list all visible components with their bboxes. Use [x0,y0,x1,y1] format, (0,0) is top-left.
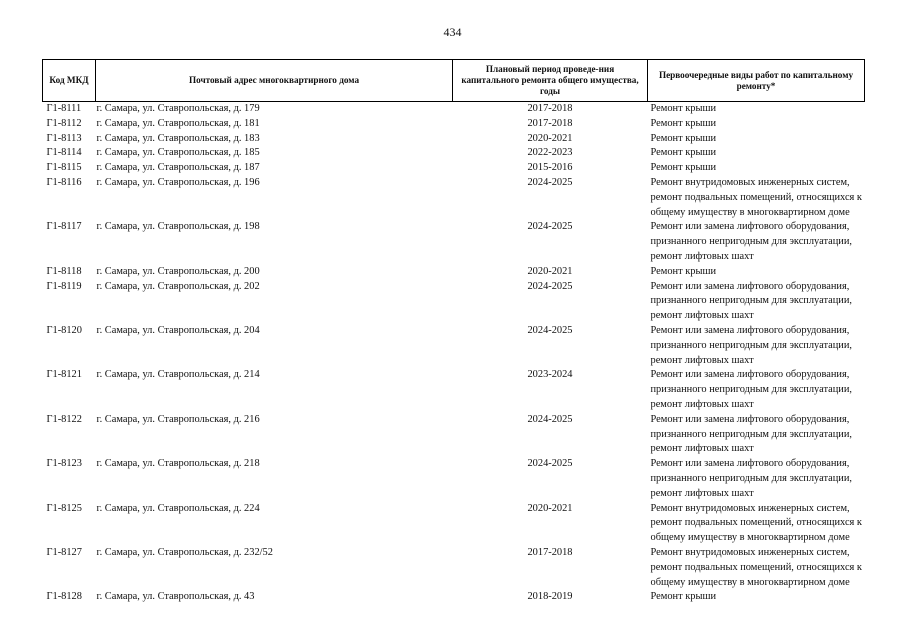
period-cell: 2022-2023 [527,147,573,159]
works-line: Ремонт или замена лифтового оборудования, [650,280,850,292]
address-cell: г. Самара, ул. Ставропольская, д. 196 [96,176,260,188]
works-cell [648,102,865,117]
header-row [43,60,865,102]
works-line: Ремонт крыши [650,132,717,144]
works-line: признанного непригодным для эксплуатации, [650,384,853,396]
works-cell [648,413,865,457]
works-line: ремонт лифтовых шахт [650,354,754,366]
address-cell: г. Самара, ул. Ставропольская, д. 181 [96,117,260,129]
header-code: Код МКД [43,60,96,102]
works-cell [648,220,865,264]
table-row [43,324,865,368]
works-line: ремонт лифтовых шахт [650,310,754,322]
period-cell: 2020-2021 [527,502,573,514]
works-line: общему имуществу в многоквартирном доме [650,532,850,544]
works-line: ремонт подвальных помещений, относящихся к [650,561,862,573]
capital-repair-table [42,59,865,605]
works-line: Ремонт крыши [650,591,717,603]
address-cell: г. Самара, ул. Ставропольская, д. 218 [96,458,260,470]
works-line: признанного непригодным для эксплуатации, [650,428,853,440]
works-cell [648,265,865,280]
mkd-code-cell: Г1-8120 [46,324,82,336]
works-line: общему имуществу в многоквартирном доме [650,206,850,218]
mkd-code-cell: Г1-8117 [46,221,82,233]
mkd-code-cell: Г1-8112 [46,117,82,129]
address-cell: г. Самара, ул. Ставропольская, д. 198 [96,221,260,233]
works-cell [648,457,865,501]
period-cell: 2024-2025 [527,176,573,188]
works-line: признанного непригодным для эксплуатации, [650,236,853,248]
works-line: Ремонт внутридомовых инженерных систем, [650,176,850,188]
works-line: Ремонт крыши [650,265,717,277]
header-works: Первоочередные виды работ по капитальному ремонту* [648,60,865,102]
period-cell: 2017-2018 [527,117,573,129]
works-line: Ремонт внутридомовых инженерных систем, [650,546,850,558]
works-line: Ремонт или замена лифтового оборудования, [650,458,850,470]
works-line: ремонт лифтовых шахт [650,443,754,455]
address-cell: г. Самара, ул. Ставропольская, д. 43 [96,591,255,603]
table-header [43,60,865,102]
address-cell: г. Самара, ул. Ставропольская, д. 187 [96,162,260,174]
works-line: Ремонт крыши [650,147,717,159]
table-row [43,102,865,117]
mkd-code-cell: Г1-8115 [46,162,82,174]
period-cell: 2017-2018 [527,103,573,114]
works-cell [648,280,865,324]
works-cell [648,176,865,220]
table-row [43,413,865,457]
table-row [43,368,865,412]
period-cell: 2023-2024 [527,369,573,381]
mkd-code-cell: Г1-8119 [46,280,82,292]
works-cell [648,546,865,590]
works-cell [648,502,865,546]
period-cell: 2020-2021 [527,265,573,277]
works-line: Ремонт крыши [650,162,717,174]
works-cell [648,132,865,147]
mkd-code-cell: Г1-8118 [46,265,82,277]
works-line: Ремонт крыши [650,103,717,114]
table-row [43,146,865,161]
table-row [43,117,865,132]
mkd-code-cell: Г1-8123 [46,458,82,470]
period-cell: 2017-2018 [527,546,573,558]
mkd-code-cell: Г1-8127 [46,546,82,558]
table-row [43,546,865,590]
period-cell: 2015-2016 [527,162,573,174]
period-cell: 2024-2025 [527,221,573,233]
mkd-code-cell: Г1-8116 [46,176,82,188]
table-row [43,590,865,605]
table-body [43,102,865,606]
address-cell: г. Самара, ул. Ставропольская, д. 200 [96,265,260,277]
address-cell: г. Самара, ул. Ставропольская, д. 179 [96,103,260,114]
works-line: Ремонт или замена лифтового оборудования, [650,324,850,336]
table-row [43,457,865,501]
period-cell: 2024-2025 [527,280,573,292]
address-cell: г. Самара, ул. Ставропольская, д. 214 [96,369,260,381]
period-cell: 2024-2025 [527,413,573,425]
works-line: Ремонт или замена лифтового оборудования, [650,413,850,425]
works-line: ремонт лифтовых шахт [650,398,754,410]
works-line: общему имуществу в многоквартирном доме [650,576,850,588]
mkd-code-cell: Г1-8122 [46,413,82,425]
works-line: ремонт лифтовых шахт [650,250,754,262]
table-row [43,265,865,280]
table-row [43,161,865,176]
works-line: признанного непригодным для эксплуатации, [650,295,853,307]
mkd-code-cell: Г1-8111 [46,103,82,114]
works-cell [648,590,865,605]
mkd-code-cell: Г1-8113 [46,132,82,144]
mkd-code-cell: Г1-8121 [46,369,82,381]
period-cell: 2020-2021 [527,132,573,144]
works-line: Ремонт внутридомовых инженерных систем, [650,502,850,514]
table-row [43,280,865,324]
works-cell [648,368,865,412]
mkd-code-cell: Г1-8114 [46,147,82,159]
works-line: Ремонт крыши [650,117,717,129]
page-number: 434 [443,25,462,39]
works-line: Ремонт или замена лифтового оборудования, [650,221,850,233]
table-row [43,502,865,546]
works-line: Ремонт или замена лифтового оборудования, [650,369,850,381]
table-row [43,176,865,220]
period-cell: 2018-2019 [527,591,573,603]
works-line: ремонт подвальных помещений, относящихся к [650,191,862,203]
header-address: Почтовый адрес многоквартирного дома [96,60,453,102]
works-cell [648,324,865,368]
address-cell: г. Самара, ул. Ставропольская, д. 185 [96,147,260,159]
works-line: ремонт лифтовых шахт [650,487,754,499]
works-line: ремонт подвальных помещений, относящихся к [650,517,862,529]
works-cell [648,161,865,176]
address-cell: г. Самара, ул. Ставропольская, д. 183 [96,132,260,144]
table-row [43,220,865,264]
works-line: признанного непригодным для эксплуатации, [650,339,853,351]
header-period: Плановый период проведе-ния капитального ремонта общего имущества, годы [453,60,648,102]
address-cell: г. Самара, ул. Ставропольская, д. 216 [96,413,260,425]
table-row [43,132,865,147]
period-cell: 2024-2025 [527,324,573,336]
mkd-code-cell: Г1-8128 [46,591,82,603]
address-cell: г. Самара, ул. Ставропольская, д. 204 [96,324,260,336]
period-cell: 2024-2025 [527,458,573,470]
address-cell: г. Самара, ул. Ставропольская, д. 232/52 [96,546,273,558]
works-cell [648,146,865,161]
address-cell: г. Самара, ул. Ставропольская, д. 224 [96,502,260,514]
address-cell: г. Самара, ул. Ставропольская, д. 202 [96,280,260,292]
mkd-code-cell: Г1-8125 [46,502,82,514]
works-cell [648,117,865,132]
works-line: признанного непригодным для эксплуатации, [650,472,853,484]
